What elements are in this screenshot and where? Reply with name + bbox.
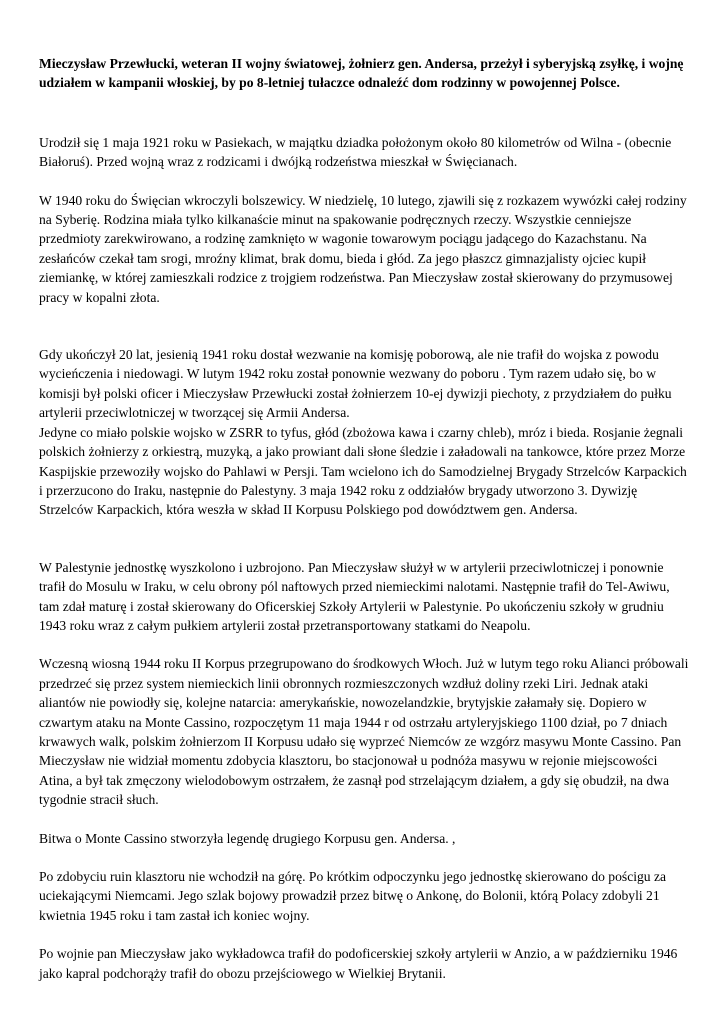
paragraph-birth: Urodził się 1 maja 1921 roku w Pasiekach, w majątku dziadka położonym około 80 kilometrów od Wilna - (obecnie Białoruś). Przed wojną wraz z rodzicami i dwójką rodzeństwa mieszkał w Święcianach. [39,134,672,170]
paragraph-after-war: Po wojnie pan Mieczysław jako wykładowca trafił do podoficerskiej szkoły artylerii w Anzio, a w październiku 1946 jako kapral podchorąży trafił do obozu przejściowego w Wielkiej Brytanii. [39,946,678,981]
spacer [39,848,691,867]
paragraph-ussr-army: Jedyne co miało polskie wojsko w ZSRR to tyfus, głód (zbożowa kawa i czarny chleb), mróz i bieda. Rosjanie żegnali polskich żołnierzy z orkiestrą, muzyką, a jako prowiant dali słone śledzie i załadowali na tankowce, które przez Morze Kaspijskie przewoziły wojsko do Pahlawi w Persji. Tam wcielono ich do Samodzielnej Brygady Strzelców Karpackich i przerzucono do Iraku, następnie do Palestyny. 3 maja 1942 roku z oddziałów brygady utworzono 3. Dywizję Strzelców Karpackich, która weszła w skład II Korpusu Polskiego pod dowództwem gen. Andersa. [39,424,687,518]
paragraph-legend: Bitwa o Monte Cassino stworzyła legendę drugiego Korpusu gen. Andersa. , [39,830,456,846]
document-page [39,54,691,983]
spacer [39,810,691,829]
document-title: Mieczysław Przewłucki, weteran II wojny światowej, żołnierz gen. Andersa, przeżył i syberyjską zsyłkę, i wojnę udziałem w kampanii włoskiej, by po 8-letniej tułaczce odnaleźć dom rodzinny w powojennej Polsce. [39,56,684,91]
paragraph-deportation: W 1940 roku do Święcian wkroczyli bolszewicy. W niedzielę, 10 lutego, zjawili się z rozkazem wywózki całej rodziny na Syberię. Rodzina miała tylko kilkanaście minut na spakowanie podręcznych rzeczy. Wszystkie cenniejsze przedmioty zarekwirowano, a rodzinę zamknięto w wagonie towarowym pociągu jadącego do Kazachstanu. Na zesłańców czekał tam srogi, mroźny klimat, brak domu, bieda i głód. Za jego płaszcz gimnazjalisty ojciec kupił ziemiankę, w której zamieszkali rodzice z trojgiem rodzeństwa. Pan Mieczysław został skierowany do przymusowej pracy w kopalni złota. [39,192,687,305]
spacer [39,520,691,558]
spacer [39,925,691,944]
paragraph-pursuit: Po zdobyciu ruin klasztoru nie wchodził na górę. Po krótkim odpoczynku jego jednostkę skierowano do pościgu za uciekającymi Niemcami. Jego szlak bojowy prowadził przez bitwę o Ankonę, do Bolonii, którą Polacy zdobyli 21 kwietnia 1945 roku i tam zastał ich koniec wojny. [39,869,667,923]
paragraph-monte-cassino: Wczesną wiosną 1944 roku II Korpus przegrupowano do środkowych Włoch. Już w lutym tego roku Alianci próbowali przedrzeć się przez system niemieckich linii obronnych rozmieszczonych wzdłuż doliny rzeki Liri. Jednak ataki aliantów nie powiodły się, kolejne natarcia: amerykańskie, nowozelandzkie, brytyjskie załamały się. Dopiero w czwartym ataku na Monte Cassino, rozpoczętym 11 maja 1944 r od ostrzału artyleryjskiego 1100 dział, po 7 dniach krwawych walk, polskim żołnierzom II Korpusu udało się wyprzeć Niemców ze wzgórz masywu Monte Cassino. Pan Mieczysław nie widział momentu zdobycia klasztoru, bo stacjonował u podnóża masywu w rejonie miejscowości Atina, a był tak zmęczony wielodobowym ostrzałem, że zasnął pod strzelającym działem, a gdy się obudził, na dwa tygodnie stracił słuch. [39,656,689,808]
spacer [39,172,691,191]
spacer [39,93,691,133]
paragraph-palestine: W Palestynie jednostkę wyszkolono i uzbrojono. Pan Mieczysław służył w w artylerii przeciwlotniczej i ponownie trafił do Mosulu w Iraku, w celu obrony pól naftowych przed niemieckimi nalotami. Następnie trafił do Tel-Awiwu, tam zdał maturę i został skierowany do Oficerskiej Szkoły Artylerii w Palestynie. Po ukończeniu szkoły w grudniu 1943 roku wraz z całym pułkiem artylerii został przetransportowany statkami do Neapolu. [39,559,670,633]
spacer [39,635,691,654]
paragraph-conscription: Gdy ukończył 20 lat, jesienią 1941 roku dostał wezwanie na komisję poborową, ale nie trafił do wojska z powodu wycieńczenia i niedowagi. W lutym 1942 roku został ponownie wezwany do poboru . Tym razem udało się, bo w komisji był polski oficer i Mieczysław Przewłucki został żołnierzem 10-ej dywizji piechoty, z przydziałem do pułku artylerii przeciwlotniczej w tworzącej się Armii Andersa. [39,347,672,421]
spacer [39,307,691,345]
